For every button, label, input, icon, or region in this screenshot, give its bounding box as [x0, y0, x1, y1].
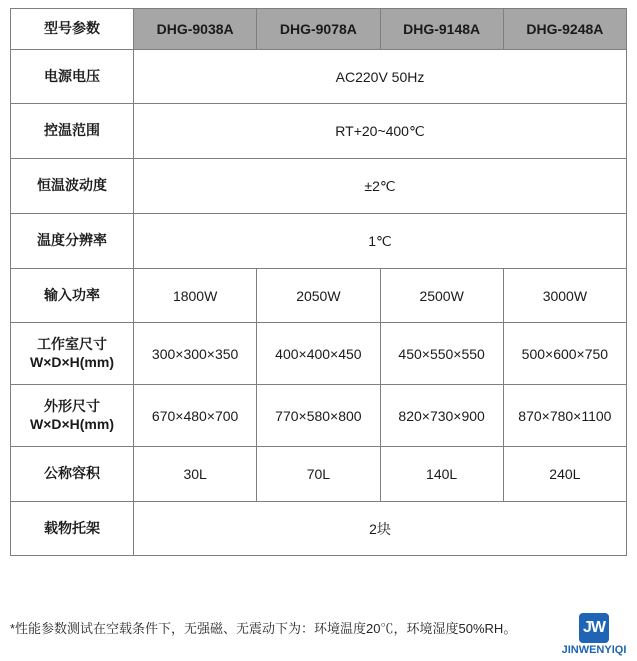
- row-label-overall-size: [11, 385, 134, 447]
- cell-overall-size-2: 770×580×800: [257, 385, 380, 447]
- table-row: [11, 269, 627, 323]
- cell-overall-size-4: 870×780×1100: [503, 385, 626, 447]
- cell-chamber-size-3: 450×550×550: [380, 323, 503, 385]
- watermark: [555, 613, 633, 659]
- row-label-temperature-fluctuation: 恒温波动度: [11, 159, 134, 214]
- cell-chamber-size-4: 500×600×750: [503, 323, 626, 385]
- cell-overall-size-1: 670×480×700: [134, 385, 257, 447]
- row-label-temperature-resolution: 温度分辨率: [11, 214, 134, 269]
- overall-size-label-line2: W×D×H(mm): [29, 415, 114, 432]
- cell-chamber-size-2: 400×400×450: [257, 323, 380, 385]
- cell-input-power-2: 2050W: [257, 269, 380, 323]
- overall-size-label-line1: 外形尺寸: [44, 398, 100, 414]
- cell-input-power-4: 3000W: [503, 269, 626, 323]
- cell-nominal-volume-2: 70L: [257, 447, 380, 502]
- cell-nominal-volume-3: 140L: [380, 447, 503, 502]
- row-label-input-power: 输入功率: [11, 269, 134, 323]
- watermark-logo-icon: JW: [579, 613, 609, 643]
- spec-sheet: [0, 8, 637, 661]
- cell-input-power-3: 2500W: [380, 269, 503, 323]
- table-row: [11, 214, 627, 269]
- row-label-chamber-size: [11, 323, 134, 385]
- row-value-temperature-range: RT+20~400℃: [134, 104, 627, 159]
- table-row: [11, 502, 627, 556]
- row-value-temperature-fluctuation: ±2℃: [134, 159, 627, 214]
- row-label-nominal-volume: 公称容积: [11, 447, 134, 502]
- table-row: [11, 159, 627, 214]
- cell-nominal-volume-4: 240L: [503, 447, 626, 502]
- table-row: [11, 385, 627, 447]
- table-row: [11, 104, 627, 159]
- row-label-temperature-range: 控温范围: [11, 104, 134, 159]
- row-value-power-voltage: AC220V 50Hz: [134, 50, 627, 104]
- header-label-cell: 型号参数: [11, 9, 134, 50]
- chamber-size-label-line2: W×D×H(mm): [29, 353, 114, 370]
- cell-nominal-volume-1: 30L: [134, 447, 257, 502]
- row-value-shelf: 2块: [134, 502, 627, 556]
- model-header-4: DHG-9248A: [503, 9, 626, 50]
- specification-table: [10, 8, 627, 556]
- table-row: [11, 323, 627, 385]
- cell-chamber-size-1: 300×300×350: [134, 323, 257, 385]
- model-header-2: DHG-9078A: [257, 9, 380, 50]
- footnote-text: *性能参数测试在空载条件下，无强磁、无震动下为：环境温度20℃，环境湿度50%RH。: [10, 621, 517, 636]
- chamber-size-label-line1: 工作室尺寸: [37, 336, 107, 352]
- cell-overall-size-3: 820×730×900: [380, 385, 503, 447]
- row-label-shelf: 载物托架: [11, 502, 134, 556]
- table-row: [11, 50, 627, 104]
- table-header-row: [11, 9, 627, 50]
- cell-input-power-1: 1800W: [134, 269, 257, 323]
- row-label-power-voltage: 电源电压: [11, 50, 134, 104]
- watermark-brand-text: JINWENYIQI: [561, 644, 627, 656]
- table-row: [11, 447, 627, 502]
- model-header-3: DHG-9148A: [380, 9, 503, 50]
- model-header-1: DHG-9038A: [134, 9, 257, 50]
- row-value-temperature-resolution: 1℃: [134, 214, 627, 269]
